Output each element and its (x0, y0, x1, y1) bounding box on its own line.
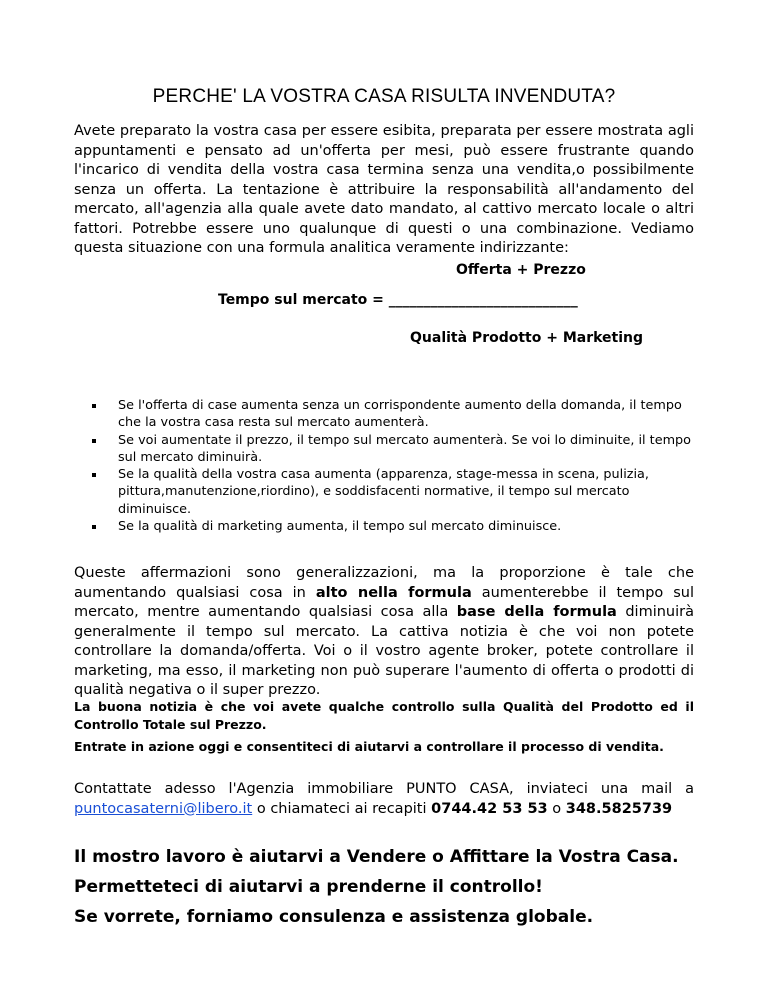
para-text: Queste affermazioni sono generalizzazioni, ma la proporzione è tale che aumentando qualsiasi cosa in (74, 565, 694, 601)
closing-line-3: Se vorrete, forniamo consulenza e assistenza globale. (74, 907, 594, 927)
bullet-item: Se voi aumentate il prezzo, il tempo sul mercato aumenterà. Se voi lo diminuite, il tempo sul mercato diminuirà. (92, 432, 694, 467)
contact-text: o chiamateci ai recapiti (252, 800, 432, 817)
call-to-action-text: Entrate in azione oggi e consentiteci di aiutarvi a controllare il processo di vendita. (74, 739, 664, 754)
closing-line-1: Il mostro lavoro è aiutarvi a Vendere o Affittare la Vostra Casa. (74, 847, 679, 867)
intro-paragraph: Avete preparato la vostra casa per essere esibita, preparata per essere mostrata agli appuntamenti e pensato ad un'offerta per mesi, può essere frustrante quando l'incarico di vendita della vostra casa termina senza una vendita,o possibilmente senza un offerta. La tentazione è attribuire la responsabilità all'andamento del mercato, all'agenzia alla quale avete dato mandato, al cattivo mercato locale o altri fattori. Potrebbe essere uno qualunque di questi o una combinazione. Vediamo questa situazione con una formula analitica veramente indirizzante: (74, 123, 694, 256)
mobile-number: 348.5825739 (565, 800, 673, 817)
formula-denominator: Qualità Prodotto + Marketing (410, 330, 644, 346)
good-news-text: La buona notizia è che voi avete qualche controllo sulla Qualità del Prodotto ed il Controllo Totale sul Prezzo. (74, 699, 694, 732)
highlight-top-formula: alto nella formula (315, 584, 472, 601)
bullet-list (92, 397, 694, 535)
bullet-item: Se l'offerta di case aumenta senza un corrispondente aumento della domanda, il tempo che la vostra casa resta sul mercato aumenterà. (92, 397, 694, 432)
bullet-item: Se la qualità di marketing aumenta, il tempo sul mercato diminuisce. (92, 518, 694, 535)
generalization-paragraph (74, 564, 694, 701)
contact-paragraph (74, 780, 694, 819)
formula-numerator: Offerta + Prezzo (456, 262, 586, 278)
bullet-item: Se la qualità della vostra casa aumenta (apparenza, stage-messa in scena, pulizia, pittura,manutenzione,riordino), e soddisfacenti normative, il tempo sul mercato diminuisce. (92, 466, 694, 518)
contact-text: Contattate adesso l'Agenzia immobiliare PUNTO CASA, inviateci una mail a (74, 781, 694, 797)
email-link[interactable]: puntocasaterni@libero.it (74, 800, 253, 817)
phone-number: 0744.42 53 53 (431, 800, 548, 817)
closing-line-2: Permetteteci di aiutarvi a prenderne il controllo! (74, 877, 543, 897)
formula-left-side: Tempo sul mercato = ___________________________ (218, 292, 578, 308)
para-text: aumenterebbe il tempo sul mercato, mentre aumentando qualsiasi cosa alla (74, 584, 695, 620)
para-text: diminuirà generalmente il tempo sul mercato. La cattiva notizia è che voi non potete controllare la domanda/offerta. Voi o il vostro agente broker, potete controllare il marketing, ma esso, il marketing non può superare l'aumento di offerta o prodotti di qualità negativa o il super prezzo. (74, 604, 694, 698)
highlight-base-formula: base della formula (456, 604, 617, 620)
page-title: PERCHE' LA VOSTRA CASA RISULTA INVENDUTA? (152, 86, 616, 107)
contact-text: o (547, 800, 566, 817)
